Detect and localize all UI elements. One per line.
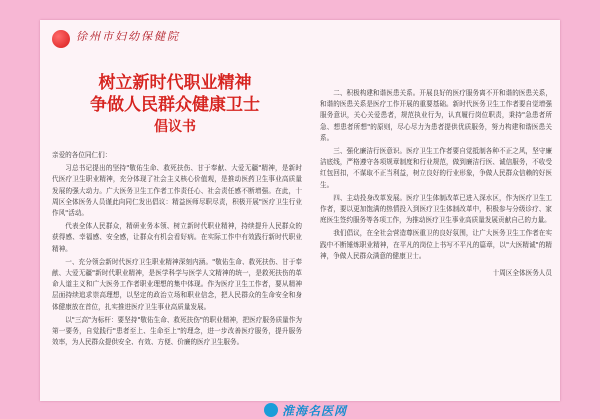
left-paragraph: 习总书记提出的坚持"敬佑生命、救死扶伤、甘于奉献、大爱无疆"精神，是新时代医疗卫生职业精神，充分体现了社会主义核心价值观，是推动医药卫生事业高质量发展的强大动力。广大医务卫生工作者工作责任心、社会责任感不断增强。在此，十周区全体医务人员谨此向同仁发出倡议：精益医师尽职尽责，积极开展"医疗卫生行业作风"活动。	[52, 164, 302, 218]
right-paragraph: 我们倡议，在全社会营造尊医重卫的良好氛围，让广大医务卫生工作者在实践中不断锤炼职业精神，在平凡的岗位上书写不平凡的篇章，以"大医精诚"的精神，争做人民群众满意的健康卫士。	[320, 229, 552, 260]
title-line-1: 树立新时代职业精神	[98, 73, 252, 93]
document-panel	[40, 20, 560, 401]
left-paragraph: 代表全体人民群众，精研业务本领、树立新时代职业精神，持续提升人民群众的获得感、幸福感、安全感，让群众有机会看好病。在实际工作中有效践行新时代职业精神。	[52, 222, 302, 253]
left-paragraph: 一、充分领会新时代医疗卫生职业精神深刻内涵。"敬佑生命、救死扶伤、甘于奉献、大爱无疆"新时代职业精神，是医学科学与医学人文精神的统一，是救死扶伤的革命人道主义和广大医务工作者职业理想的集中体现。作为医疗卫生工作者，要从精神层面持续追求崇高理想，以坚定的政治立场和职业信念，把人民群众的生命安全和身体健康放在首位，扎实推进医疗卫生事业高质量发展。	[52, 257, 302, 311]
watermark-logo-icon	[264, 403, 278, 417]
right-paragraph: 二、积极构建和谐医患关系。开展良好的医疗服务离不开和谐的医患关系，和谐的医患关系是医疗工作开展的重要基础。新时代医务卫生工作者要自觉增强服务意识，关心关爱患者，规范执业行为，认真履行岗位职责，秉持"急患者所急、想患者所想"的原则，尽心尽力为患者提供优质服务，努力构建和谐医患关系。	[320, 89, 552, 142]
hospital-logo-icon	[52, 30, 70, 48]
title-line-2: 争做人民群众健康卫士	[90, 95, 260, 115]
signature-line: 十周区全体医务人员	[492, 269, 552, 278]
salutation: 亲爱的各位同仁们：	[52, 151, 112, 159]
hospital-name: 徐州市妇幼保健院	[76, 30, 180, 43]
right-paragraph: 四、主动投身改革发展。医疗卫生体制改革已进入深水区，作为医疗卫生工作者，要以更加饱满的热情投入到医疗卫生体制改革中，积极参与分级诊疗、家庭医生签约服务等各项工作，为推动医疗卫生事业高质量发展贡献自己的力量。	[320, 193, 552, 225]
watermark-bar	[40, 401, 560, 419]
title-proposal: 倡议书	[154, 119, 196, 135]
left-text-column	[52, 150, 302, 390]
left-paragraph: 以"三高"为标杆：要坚持"敬佑生命、救死扶伤"的职业精神，把医疗服务质量作为第一要务，自觉践行"患者至上、生命至上"的理念，进一步改善医疗服务，提升服务效率，为人民群众提供安全、有效、方便、价廉的医疗卫生服务。	[52, 315, 302, 347]
right-paragraph: 三、强化廉洁行医意识。医疗卫生工作者要自觉抵制各种不正之风，坚守廉洁底线，严格遵守各项规章制度和行业规范，做到廉洁行医、诚信服务，不收受红包回扣，不谋取不正当利益，树立良好的行业形象，争做人民群众信赖的好医生。	[320, 147, 552, 189]
right-text-column	[320, 88, 552, 368]
watermark-text: 淮海名医网	[282, 404, 348, 418]
